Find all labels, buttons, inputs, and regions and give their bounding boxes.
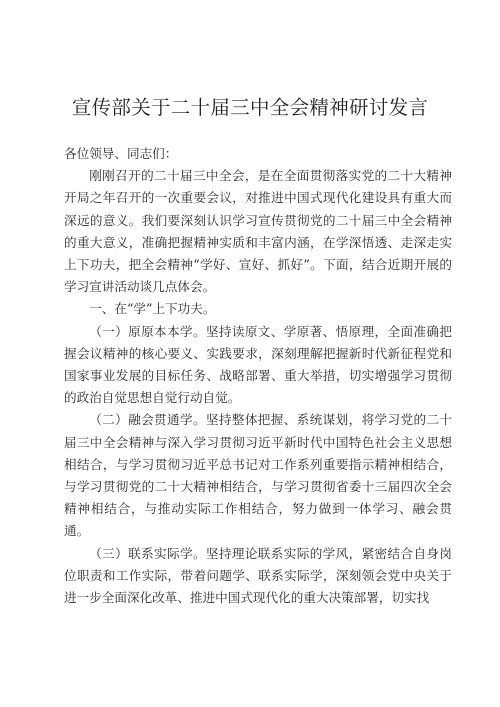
paragraph-intro: 刚刚召开的二十届三中全会，是在全面贯彻落实党的二十大精神开局之年召开的一次重要会议，对推进中国式现代化建设具有重大而深远的意义。我们要深刻认识学习宣传贯彻党的二十届三中全会精神的重大意义，准确把握精神实质和丰富内涵，在学深悟透、走深走实上下功夫，把全会精神“学好、宣好、抓好”。下面，结合近期开展的学习宣讲活动谈几点体会。 <box>64 168 452 295</box>
salutation: 各位领导、同志们： <box>64 146 178 161</box>
paragraph-point-1: （一）原原本本学。坚持读原文、学原著、悟原理，全面准确把握会议精神的核心要义、实践要求，深刻理解把握新时代新征程党和国家事业发展的目标任务、战略部署、重大举措，切实增强学习贯彻的政治自觉思想自觉行动自觉。 <box>64 323 452 406</box>
document-body <box>64 143 452 609</box>
paragraph-point-3: （三）联系实际学。坚持理论联系实际的学风，紧密结合自身岗位职责和工作实际，带着问题学、联系实际学，深刻领会党中央关于进一步全面深化改革、推进中国式现代化的重大决策部署，切实找 <box>64 545 452 606</box>
document-title: 宣传部关于二十届三中全会精神研讨发言 <box>71 96 429 119</box>
paragraph-point-2: （二）融会贯通学。坚持整体把握、系统谋划，将学习党的二十届三中全会精神与深入学习贯彻习近平新时代中国特色社会主义思想相结合，与学习贯彻习近平总书记对工作系列重要指示精神相结合，与学习贯彻党的二十大精神相结合，与学习贯彻省委十三届四次全会精神相结合，与推动实际工作相结合，努力做到一体学习、融会贯通。 <box>64 412 452 539</box>
section-heading-learn: 一、在“学”上下功夫。 <box>89 301 216 317</box>
